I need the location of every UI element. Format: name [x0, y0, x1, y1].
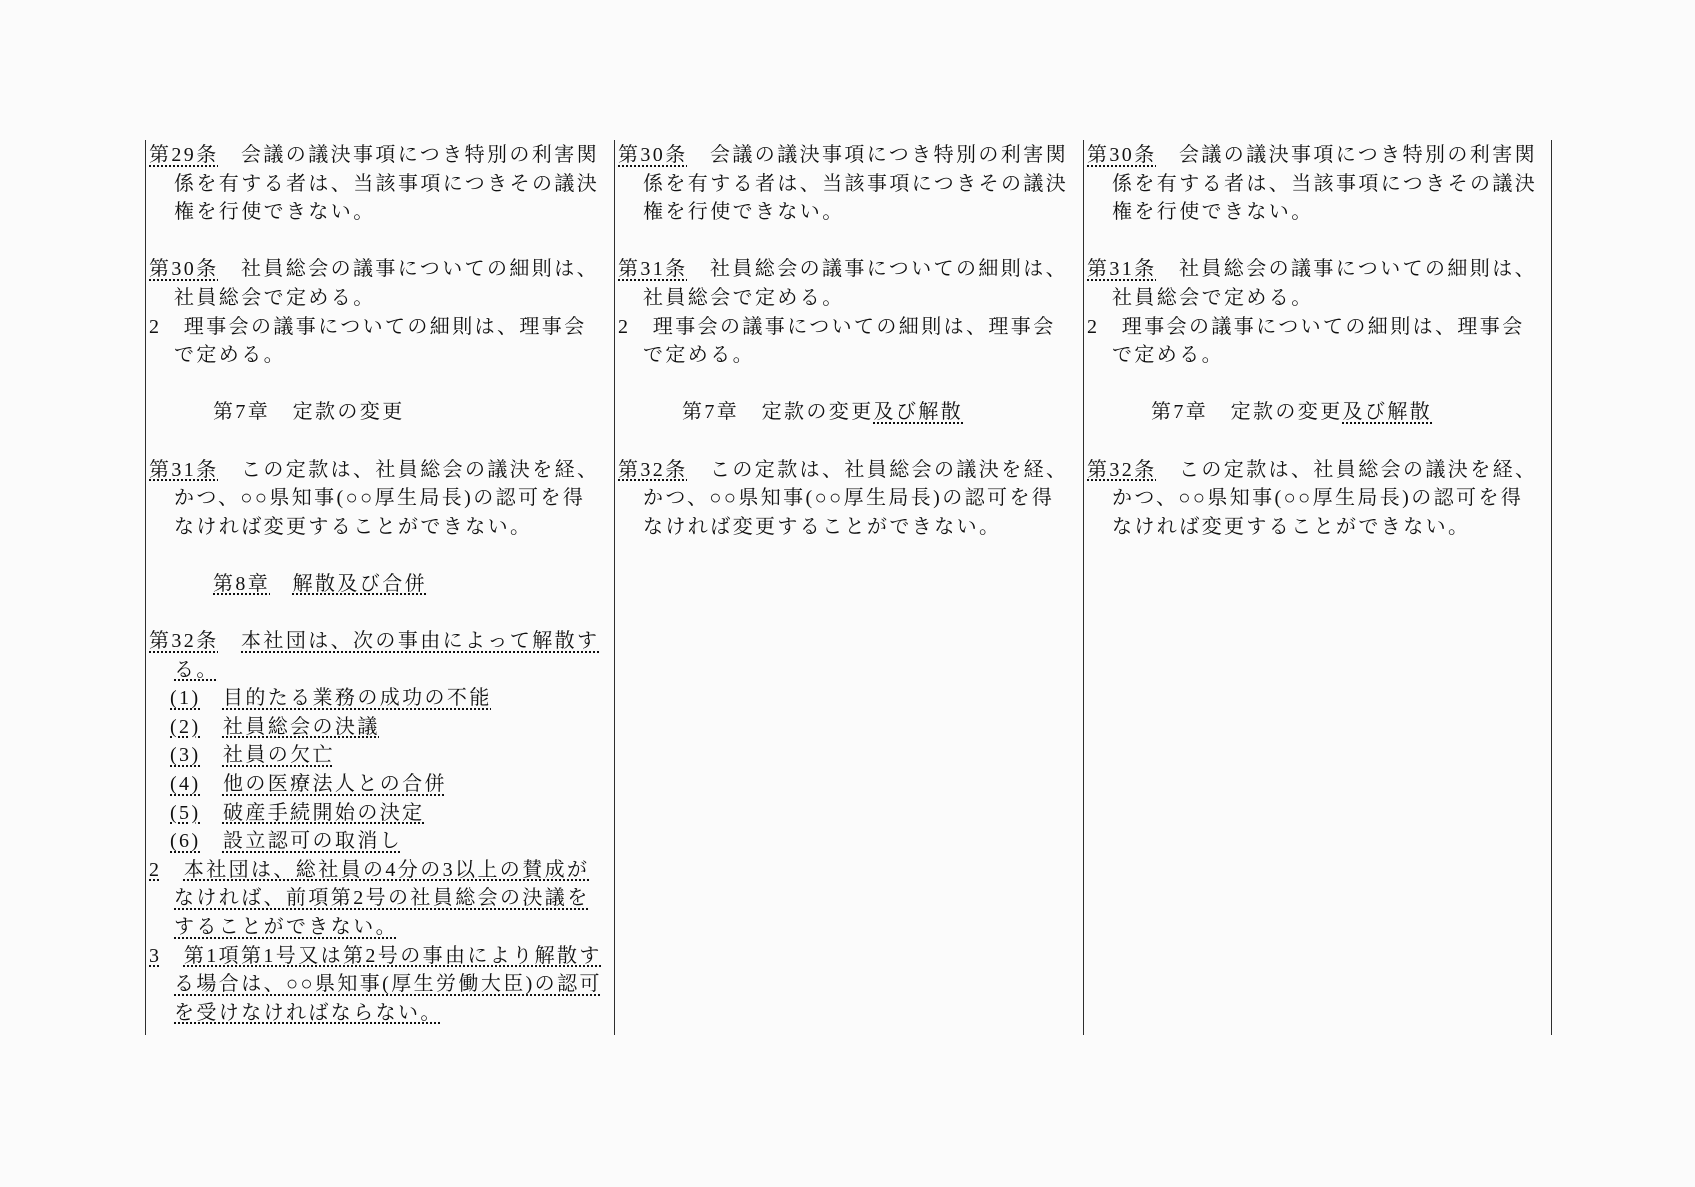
article-block: [149, 313, 604, 370]
column-right: [1083, 140, 1552, 1035]
blank-line: [1087, 370, 1541, 399]
blank-line: [618, 370, 1073, 399]
heading-block: [149, 398, 604, 427]
item-block: [149, 770, 604, 799]
changed-text: 第30条: [618, 144, 688, 166]
article-block: [618, 141, 1073, 227]
changed-text: 第30条: [149, 258, 219, 281]
article-block: [618, 255, 1073, 312]
changed-text: 設立認可の取消し: [222, 830, 403, 853]
text-run: 2 理事会の議事についての細則は、理事会で定める。: [618, 315, 1056, 367]
blank-line: [149, 541, 604, 570]
item-block: [149, 713, 604, 742]
column-left: [145, 140, 614, 1035]
item-block: [149, 799, 604, 828]
text-run: [270, 573, 292, 595]
article-block: [618, 313, 1073, 370]
changed-text: 目的たる業務の成功の不能: [222, 687, 492, 710]
changed-text: (2): [170, 715, 201, 738]
article-block: [149, 456, 604, 542]
changed-text: 第32条: [149, 630, 219, 653]
text-run: 2 理事会の議事についての細則は、理事会で定める。: [149, 315, 587, 367]
changed-text: 及び解散: [873, 401, 964, 424]
changed-text: (4): [170, 773, 201, 796]
changed-text: 解散及び合併: [292, 572, 428, 595]
article-block: [1087, 255, 1541, 312]
article-block: [149, 856, 604, 942]
comparison-table: [145, 140, 1552, 1035]
text-run: 会議の議決事項につき特別の利害関係を有する者は、当該事項につきその議決権を行使できない。: [174, 144, 600, 224]
blank-line: [618, 227, 1073, 256]
text-run: この定款は、社員総会の議決を経、かつ、○○県知事(○○厚生局長)の認可を得なければ変更することができない。: [643, 458, 1069, 538]
article-block: [1087, 141, 1541, 227]
changed-text: 第29条: [149, 144, 219, 166]
changed-text: (5): [170, 801, 201, 824]
changed-text: 第31条: [1087, 258, 1157, 281]
changed-text: (3): [170, 744, 201, 767]
text-run: 社員総会の議事についての細則は、社員総会で定める。: [174, 258, 600, 309]
changed-text: 第32条: [618, 458, 688, 481]
text-run: 第7章 定款の変更: [213, 401, 405, 424]
text-run: [219, 630, 241, 652]
article-block: [1087, 456, 1541, 542]
text-run: [161, 859, 183, 881]
column-middle: [614, 140, 1083, 1035]
text-run: この定款は、社員総会の議決を経、かつ、○○県知事(○○厚生局長)の認可を得なければ変更することができない。: [174, 458, 600, 538]
item-block: [149, 827, 604, 856]
heading-block: [1087, 398, 1541, 427]
changed-text: 2: [149, 858, 162, 881]
text-run: 第7章 定款の変更: [1151, 401, 1343, 424]
text-run: 会議の議決事項につき特別の利害関係を有する者は、当該事項につきその議決権を行使できない。: [1112, 144, 1538, 224]
heading-block: [618, 398, 1073, 427]
changed-text: 及び解散: [1342, 401, 1433, 424]
blank-line: [149, 599, 604, 628]
article-block: [149, 627, 604, 684]
article-block: [149, 141, 604, 227]
blank-line: [149, 227, 604, 256]
text-run: 社員総会の議事についての細則は、社員総会で定める。: [643, 258, 1069, 309]
changed-text: 社員総会の決議: [222, 715, 380, 738]
text-run: [201, 716, 223, 738]
changed-text: 他の医療法人との合併: [222, 773, 447, 796]
changed-text: (6): [170, 830, 201, 853]
text-run: [201, 802, 223, 824]
changed-text: 本社団は、総社員の4分の3以上の賛成がなければ、前項第2号の社員総会の決議をすることができない。: [174, 858, 590, 939]
text-run: 第7章 定款の変更: [682, 401, 874, 424]
changed-text: 第32条: [1087, 458, 1157, 481]
text-run: 会議の議決事項につき特別の利害関係を有する者は、当該事項につきその議決権を行使できない。: [643, 144, 1069, 224]
text-run: [201, 744, 223, 766]
text-run: [161, 945, 183, 967]
changed-text: 社員の欠亡: [222, 744, 335, 767]
article-block: [149, 942, 604, 1028]
blank-line: [1087, 427, 1541, 456]
text-run: 社員総会の議事についての細則は、社員総会で定める。: [1112, 258, 1538, 309]
text-run: 2 理事会の議事についての細則は、理事会で定める。: [1087, 315, 1525, 367]
changed-text: 本社団は、次の事由によって解散する。: [174, 630, 600, 681]
changed-text: 第8章: [213, 572, 271, 595]
text-run: [201, 830, 223, 852]
changed-text: 3: [149, 944, 162, 967]
text-run: この定款は、社員総会の議決を経、かつ、○○県知事(○○厚生局長)の認可を得なければ変更することができない。: [1112, 458, 1538, 538]
article-block: [149, 255, 604, 312]
heading-block: [149, 570, 604, 599]
text-run: [201, 773, 223, 795]
blank-line: [1087, 227, 1541, 256]
changed-text: 第1項第1号又は第2号の事由により解散する場合は、○○県知事(厚生労働大臣)の認可を受けなければならない。: [174, 944, 602, 1024]
changed-text: 第31条: [618, 258, 688, 281]
changed-text: (1): [170, 687, 201, 710]
changed-text: 第31条: [149, 458, 219, 481]
blank-line: [618, 427, 1073, 456]
article-block: [1087, 313, 1541, 370]
blank-line: [149, 370, 604, 399]
changed-text: 破産手続開始の決定: [222, 801, 425, 824]
article-block: [618, 456, 1073, 542]
item-block: [149, 741, 604, 770]
changed-text: 第30条: [1087, 144, 1157, 166]
blank-line: [149, 427, 604, 456]
item-block: [149, 684, 604, 713]
text-run: [201, 687, 223, 709]
